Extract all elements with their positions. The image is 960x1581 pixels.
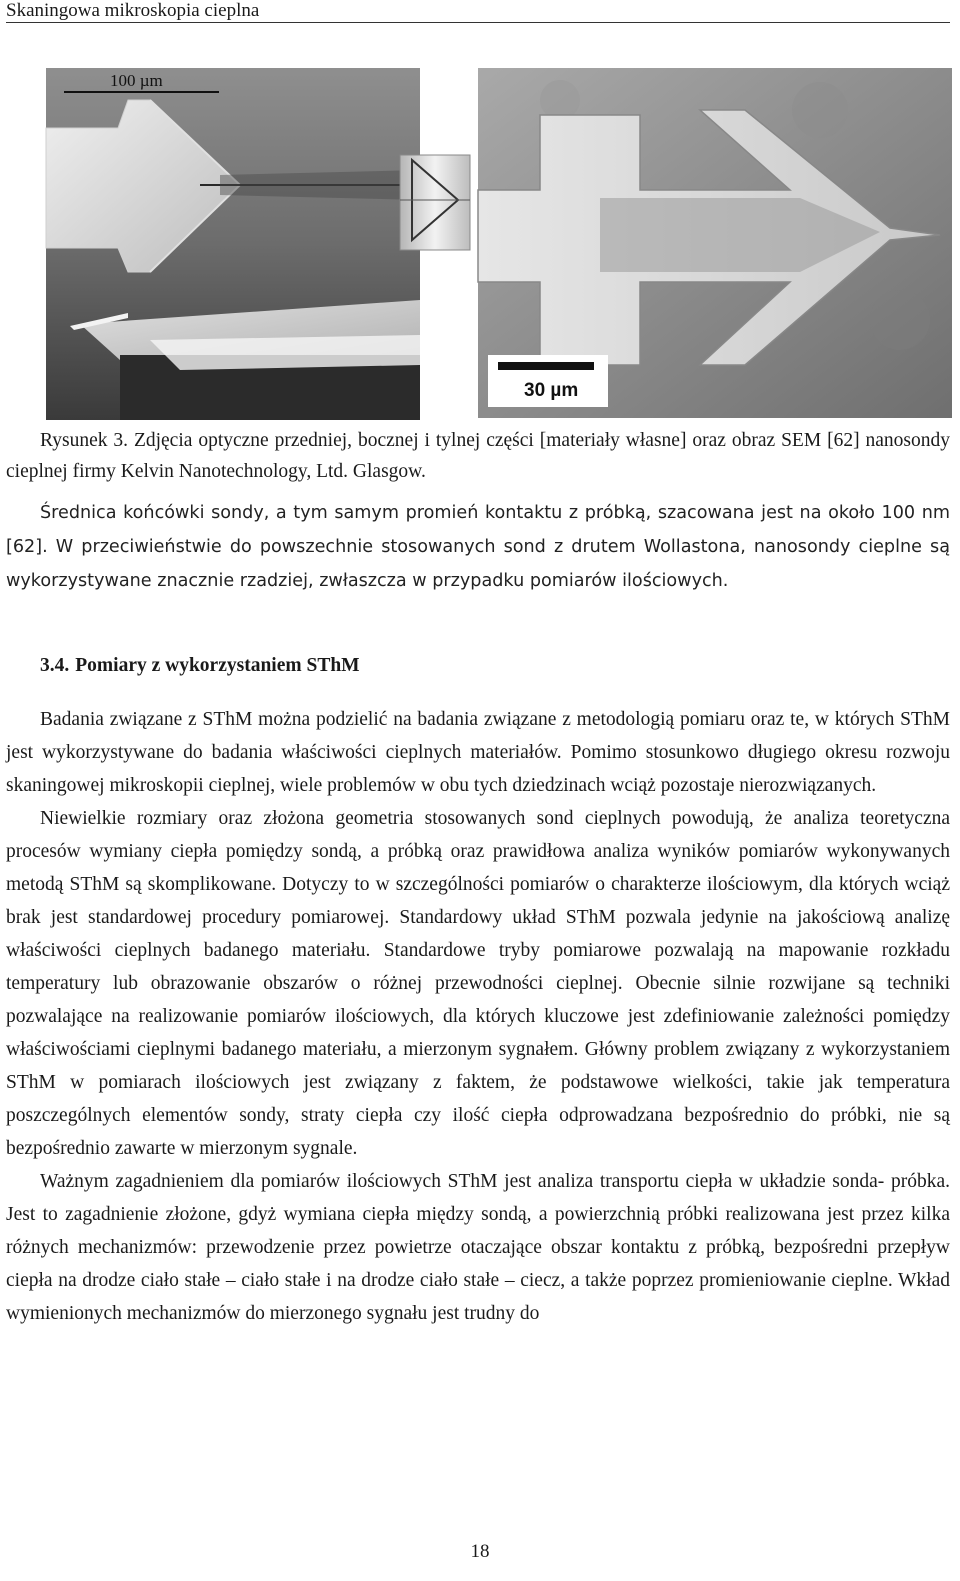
section-number: 3.4.	[40, 655, 70, 676]
paragraph: Ważnym zagadnieniem dla pomiarów ilościowych SThM jest analiza transportu ciepła w układzie sonda- próbka. Jest to zagadnienie złożone, gdyż wymiana ciepła między sondą, a powierzchnią próbki realizowana jest przez kilka różnych mechanizmów: przewodzenie przez powietrze otaczające obszar kontaktu z próbką, bezpośredni przepływ ciepła na drodze ciało stałe – ciało stałe i na drodze ciało stałe – ciecz, a także poprzez promieniowanie cieplne. Wkład wymienionych mechanizmów do mierzonego sygnału jest trudny do	[6, 1171, 950, 1324]
section-title: Pomiary z wykorzystaniem SThM	[75, 655, 360, 676]
front-view-image	[46, 68, 420, 420]
scale-label-100um: 100 µm	[110, 71, 163, 90]
running-header: Skaningowa mikroskopia cieplna	[6, 0, 950, 23]
page-number: 18	[470, 1541, 490, 1562]
probe-micrographs	[0, 0, 960, 420]
figure-probe-images	[0, 0, 960, 420]
paragraph: Niewielkie rozmiary oraz złożona geometria stosowanych sond cieplnych powodują, że analiza teoretyczna procesów wymiany ciepła pomiędzy sondą, a próbką oraz prawidłowa analiza wyników pomiarów wykonywanych metodą SThM są skomplikowane. Dotyczy to w szczególności pomiarów o charakterze ilościowym, dla których wciąż brak jest standardowej procedury pomiarowej. Standardowy układ SThM pozwala jedynie na jakościową analizę właściwości cieplnych badanego materiału. Standardowe tryby pomiarowe pozwalają na mapowanie rozkładu temperatury lub obrazowanie obszarów o różnej przewodności cieplnej. Obecnie silnie rozwijane są techniki pozwalające na realizowanie pomiarów ilościowych, dla których kluczowe jest zdefiniowanie zależności pomiędzy właściwościami cieplnymi badanego materiału, a mierzonym sygnałem. Główny problem związany z wykorzystaniem SThM w pomiarach ilościowych jest związany z faktem, że podstawowe wielkości, takie jak temperatura poszczególnych elementów sondy, straty ciepła czy ilość ciepła odprowadzana bezpośrednio do próbki, nie są bezpośrednio zawarte w mierzonym sygnale.	[6, 808, 950, 1159]
section-heading	[40, 651, 360, 681]
paragraph: Badania związane z SThM można podzielić na badania związane z metodologią pomiaru oraz te, w których SThM jest wykorzystywane do badania właściwości cieplnych materiałów. Pomimo stosunkowo długiego okresu rozwoju skaningowej mikroskopii cieplnej, wiele problemów w obu tych dziedzinach wciąż pozostaje nierozwiązanych.	[6, 709, 950, 796]
side-view-inset	[400, 155, 470, 250]
scale-label-30um: 30 µm	[524, 380, 579, 401]
sem-image	[478, 68, 952, 418]
body-text	[6, 703, 950, 1330]
intro-paragraph: Średnica końcówki sondy, a tym samym promień kontaktu z próbką, szacowana jest na około 100 nm [62]. W przeciwieństwie do powszechnie stosowanych sond z drutem Wollastona, nanosondy cieplne są wykorzystywane znacznie rzadziej, zwłaszcza w przypadku pomiarów ilościowych.	[6, 503, 950, 591]
figure-caption: Rysunek 3. Zdjęcia optyczne przedniej, bocznej i tylnej części [materiały własne] oraz obraz SEM [62] nanosondy cieplnej firmy Kelvin Nanotechnology, Ltd. Glasgow.	[6, 430, 950, 482]
